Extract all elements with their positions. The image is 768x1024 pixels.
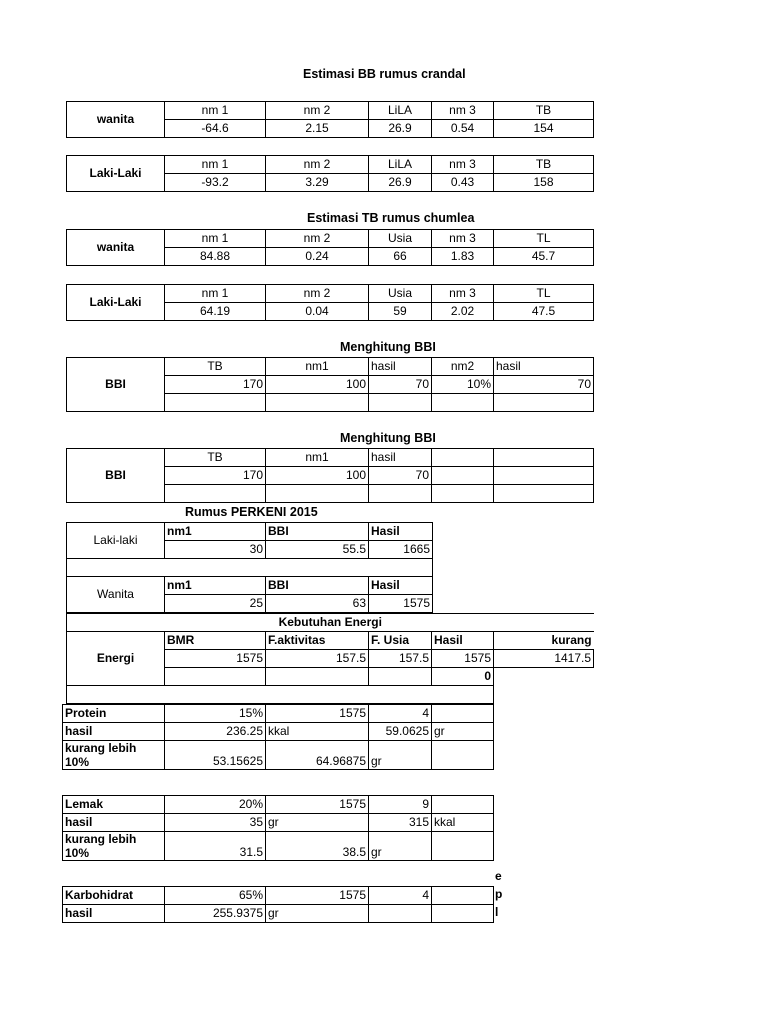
empty-row bbox=[67, 686, 494, 704]
header-cell: nm 3 bbox=[432, 156, 494, 174]
empty-cell bbox=[432, 905, 494, 923]
value-cell: 55.5 bbox=[266, 541, 369, 559]
empty-cell bbox=[432, 449, 494, 467]
empty-cell bbox=[494, 394, 594, 412]
header-cell: nm 2 bbox=[266, 230, 369, 248]
crandal-title: Estimasi BB rumus crandal bbox=[303, 67, 466, 81]
value-cell: 0.04 bbox=[266, 303, 369, 321]
side-letter: l bbox=[495, 905, 499, 919]
empty-cell bbox=[432, 467, 494, 485]
value-cell: 64.96875 bbox=[266, 741, 369, 770]
header-cell: Usia bbox=[369, 230, 432, 248]
karbo-table bbox=[62, 886, 494, 923]
empty-cell bbox=[165, 485, 266, 503]
empty-cell bbox=[494, 686, 594, 704]
empty-cell bbox=[494, 449, 594, 467]
value-cell: 35 bbox=[165, 814, 266, 832]
header-cell: TB bbox=[165, 358, 266, 376]
bbi2-table bbox=[66, 448, 594, 503]
header-cell: Hasil bbox=[369, 577, 433, 595]
value-cell: 25 bbox=[165, 595, 266, 613]
row-label: hasil bbox=[63, 905, 165, 923]
header-cell: nm 3 bbox=[432, 230, 494, 248]
header-cell: LiLA bbox=[369, 156, 432, 174]
row-label: Wanita bbox=[67, 577, 165, 613]
value-cell: 158 bbox=[494, 174, 594, 192]
chumlea-laki-table bbox=[66, 284, 594, 321]
empty-cell bbox=[432, 832, 494, 861]
header-cell: kurang bbox=[494, 632, 594, 650]
empty-cell bbox=[165, 668, 266, 686]
empty-cell bbox=[432, 741, 494, 770]
header-cell: nm 1 bbox=[165, 102, 266, 120]
empty-cell bbox=[432, 887, 494, 905]
energi-title: Kebutuhan Energi bbox=[67, 614, 594, 632]
perkeni-table bbox=[66, 522, 433, 613]
value-cell: -93.2 bbox=[165, 174, 266, 192]
header-cell: F.aktivitas bbox=[266, 632, 369, 650]
value-cell: 157.5 bbox=[266, 650, 369, 668]
empty-row bbox=[67, 559, 433, 577]
empty-cell bbox=[266, 394, 369, 412]
empty-cell bbox=[266, 485, 369, 503]
unit-cell: gr bbox=[432, 723, 494, 741]
value-cell: 59 bbox=[369, 303, 432, 321]
value-cell: 1575 bbox=[432, 650, 494, 668]
header-cell: hasil bbox=[369, 449, 432, 467]
header-cell: Hasil bbox=[432, 632, 494, 650]
value-cell: 1575 bbox=[266, 887, 369, 905]
bbi1-title: Menghitung BBI bbox=[340, 340, 436, 354]
value-cell: 59.0625 bbox=[369, 723, 432, 741]
header-cell: BBI bbox=[266, 523, 369, 541]
header-cell: nm1 bbox=[165, 523, 266, 541]
perkeni-title: Rumus PERKENI 2015 bbox=[185, 505, 318, 519]
value-cell: 64.19 bbox=[165, 303, 266, 321]
value-cell: 4 bbox=[369, 705, 432, 723]
header-cell: hasil bbox=[369, 358, 432, 376]
value-cell: 2.02 bbox=[432, 303, 494, 321]
empty-cell bbox=[165, 394, 266, 412]
value-cell: 15% bbox=[165, 705, 266, 723]
header-cell: Hasil bbox=[369, 523, 433, 541]
value-cell: 154 bbox=[494, 120, 594, 138]
value-cell: -64.6 bbox=[165, 120, 266, 138]
header-cell: nm 1 bbox=[165, 156, 266, 174]
row-label: Laki-laki bbox=[67, 523, 165, 559]
header-cell: BMR bbox=[165, 632, 266, 650]
unit-cell: kkal bbox=[432, 814, 494, 832]
value-cell: 1575 bbox=[165, 650, 266, 668]
row-label: BBI bbox=[67, 358, 165, 412]
value-cell: 255.9375 bbox=[165, 905, 266, 923]
row-label: wanita bbox=[67, 230, 165, 266]
value-cell: 157.5 bbox=[369, 650, 432, 668]
value-cell: 3.29 bbox=[266, 174, 369, 192]
value-cell: 100 bbox=[266, 467, 369, 485]
empty-cell bbox=[369, 668, 432, 686]
chumlea-title: Estimasi TB rumus chumlea bbox=[307, 211, 475, 225]
value-cell: 170 bbox=[165, 376, 266, 394]
row-label: kurang lebih 10% bbox=[63, 832, 165, 861]
value-cell: 100 bbox=[266, 376, 369, 394]
header-cell: TL bbox=[494, 285, 594, 303]
row-label: Protein bbox=[63, 705, 165, 723]
value-cell: 65% bbox=[165, 887, 266, 905]
unit-cell: kkal bbox=[266, 723, 369, 741]
row-label: hasil bbox=[63, 723, 165, 741]
unit-cell: gr bbox=[266, 814, 369, 832]
value-cell: 1575 bbox=[266, 705, 369, 723]
header-cell: TB bbox=[165, 449, 266, 467]
header-cell: LiLA bbox=[369, 102, 432, 120]
header-cell: nm2 bbox=[432, 358, 494, 376]
bbi2-title: Menghitung BBI bbox=[340, 431, 436, 445]
value-cell: 26.9 bbox=[369, 120, 432, 138]
header-cell: hasil bbox=[494, 358, 594, 376]
header-cell: F. Usia bbox=[369, 632, 432, 650]
value-cell: 315 bbox=[369, 814, 432, 832]
header-cell: nm 2 bbox=[266, 102, 369, 120]
empty-cell bbox=[369, 905, 432, 923]
empty-cell bbox=[369, 394, 432, 412]
header-cell: nm 3 bbox=[432, 102, 494, 120]
empty-cell bbox=[432, 394, 494, 412]
unit-cell: gr bbox=[369, 741, 432, 770]
chumlea-wanita-table bbox=[66, 229, 594, 266]
value-cell: 20% bbox=[165, 796, 266, 814]
row-label: Energi bbox=[67, 632, 165, 686]
empty-cell bbox=[432, 485, 494, 503]
value-cell: 2.15 bbox=[266, 120, 369, 138]
header-cell: BBI bbox=[266, 577, 369, 595]
value-cell: 170 bbox=[165, 467, 266, 485]
header-cell: nm 3 bbox=[432, 285, 494, 303]
value-cell: 38.5 bbox=[266, 832, 369, 861]
value-cell: 1575 bbox=[266, 796, 369, 814]
value-cell: 70 bbox=[369, 376, 432, 394]
value-cell: 10% bbox=[432, 376, 494, 394]
row-label: Karbohidrat bbox=[63, 887, 165, 905]
energi-table bbox=[66, 613, 594, 704]
crandal-wanita-table bbox=[66, 101, 594, 138]
header-cell: nm1 bbox=[266, 358, 369, 376]
value-cell: 63 bbox=[266, 595, 369, 613]
row-label: Laki-Laki bbox=[67, 285, 165, 321]
empty-cell bbox=[494, 668, 594, 686]
value-cell: 236.25 bbox=[165, 723, 266, 741]
protein-table bbox=[62, 704, 494, 770]
header-cell: TL bbox=[494, 230, 594, 248]
empty-cell bbox=[369, 485, 432, 503]
empty-cell bbox=[266, 668, 369, 686]
value-cell: 66 bbox=[369, 248, 432, 266]
row-label: Laki-Laki bbox=[67, 156, 165, 192]
value-cell: 0.54 bbox=[432, 120, 494, 138]
unit-cell: gr bbox=[369, 832, 432, 861]
header-cell: TB bbox=[494, 156, 594, 174]
unit-cell: gr bbox=[266, 905, 369, 923]
crandal-laki-table bbox=[66, 155, 594, 192]
row-label: hasil bbox=[63, 814, 165, 832]
header-cell: nm1 bbox=[165, 577, 266, 595]
side-letter: e bbox=[495, 869, 502, 883]
header-cell: Usia bbox=[369, 285, 432, 303]
row-label: wanita bbox=[67, 102, 165, 138]
value-cell: 1.83 bbox=[432, 248, 494, 266]
value-cell: 0 bbox=[432, 668, 494, 686]
value-cell: 26.9 bbox=[369, 174, 432, 192]
value-cell: 30 bbox=[165, 541, 266, 559]
value-cell: 47.5 bbox=[494, 303, 594, 321]
header-cell: nm 1 bbox=[165, 285, 266, 303]
value-cell: 1575 bbox=[369, 595, 433, 613]
value-cell: 84.88 bbox=[165, 248, 266, 266]
empty-cell bbox=[494, 485, 594, 503]
value-cell: 1665 bbox=[369, 541, 433, 559]
empty-cell bbox=[432, 796, 494, 814]
value-cell: 53.15625 bbox=[165, 741, 266, 770]
empty-cell bbox=[432, 705, 494, 723]
value-cell: 70 bbox=[494, 376, 594, 394]
value-cell: 0.24 bbox=[266, 248, 369, 266]
empty-cell bbox=[494, 467, 594, 485]
bbi1-table bbox=[66, 357, 594, 412]
value-cell: 9 bbox=[369, 796, 432, 814]
value-cell: 4 bbox=[369, 887, 432, 905]
header-cell: TB bbox=[494, 102, 594, 120]
side-letter: p bbox=[495, 887, 503, 901]
header-cell: nm 1 bbox=[165, 230, 266, 248]
header-cell: nm 2 bbox=[266, 285, 369, 303]
value-cell: 0.43 bbox=[432, 174, 494, 192]
row-label: kurang lebih 10% bbox=[63, 741, 165, 770]
value-cell: 1417.5 bbox=[494, 650, 594, 668]
value-cell: 70 bbox=[369, 467, 432, 485]
row-label: BBI bbox=[67, 449, 165, 503]
value-cell: 31.5 bbox=[165, 832, 266, 861]
header-cell: nm1 bbox=[266, 449, 369, 467]
header-cell: nm 2 bbox=[266, 156, 369, 174]
row-label: Lemak bbox=[63, 796, 165, 814]
lemak-table bbox=[62, 795, 494, 861]
value-cell: 45.7 bbox=[494, 248, 594, 266]
